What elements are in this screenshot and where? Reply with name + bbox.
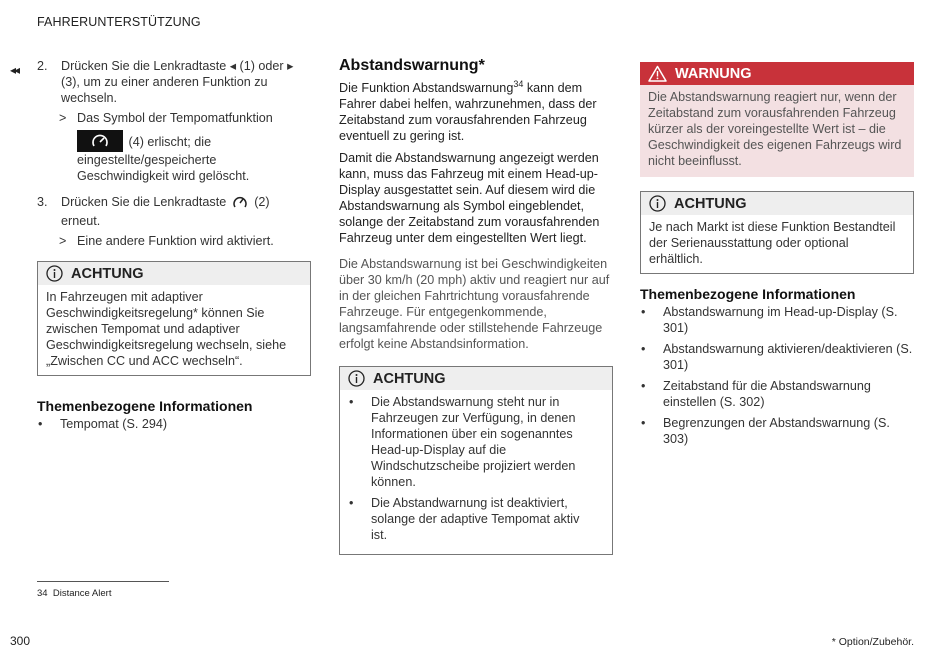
step-text: Drücken Sie die Lenkradtaste bbox=[61, 195, 227, 209]
result-text: Eine andere Funktion wird aktiviert. bbox=[77, 234, 274, 248]
caution-title bbox=[340, 367, 612, 390]
related-title: Themenbezogene Informationen bbox=[37, 398, 253, 414]
caution-body bbox=[340, 390, 612, 554]
step-3 bbox=[37, 194, 311, 249]
caution-title bbox=[641, 192, 913, 215]
caution-body: Je nach Markt ist diese Funktion Bestandteil der Serienausstattung oder optional erhältlich. bbox=[649, 220, 896, 266]
speedometer-icon bbox=[77, 130, 123, 152]
step-number: 3. bbox=[37, 195, 48, 209]
footnote-ref[interactable]: 34 bbox=[513, 78, 524, 89]
step-result bbox=[37, 233, 311, 249]
related-link[interactable]: • Abstandswarnung aktivieren/deaktivieren (S. 301) bbox=[640, 341, 914, 373]
info-circle-icon bbox=[348, 370, 365, 387]
result-text: Das Symbol der Tempomatfunktion bbox=[77, 111, 273, 125]
warning-box bbox=[640, 62, 914, 177]
warning-body: Die Abstandswarnung reagiert nur, wenn der Zeitabstand zum vorausfahrenden Fahrzeug kürzer als der voreingestellte Wert ist – die Geschwindigkeit des eigenen Fahrzeugs wird nicht beeinflusst. bbox=[648, 90, 902, 168]
info-circle-icon bbox=[649, 195, 666, 212]
caution-box bbox=[640, 191, 914, 274]
column-2 bbox=[339, 58, 613, 555]
paragraph-1 bbox=[339, 80, 613, 144]
paragraph-3: Die Abstandswarnung ist bei Geschwindigkeiten über 30 km/h (20 mph) aktiv und reagiert nur auf in der gleichen Fahrtrichtung vorausfahrende Fahrzeuge. Für entgegenkommende, langsamfahrende oder stillstehende Fahrzeuge erfolgt keine Abstandsinformation. bbox=[339, 257, 610, 351]
result-marker: > bbox=[59, 234, 67, 248]
page-number: 300 bbox=[10, 634, 31, 648]
related-title: Themenbezogene Informationen bbox=[640, 286, 856, 302]
caution-list bbox=[348, 394, 598, 543]
running-header: FAHRERUNTERSTÜTZUNG bbox=[37, 15, 201, 29]
related-link[interactable]: • Zeitabstand für die Abstandswarnung einstellen (S. 302) bbox=[640, 378, 914, 410]
caution-title-text: ACHTUNG bbox=[674, 195, 747, 212]
step-2 bbox=[37, 58, 311, 184]
paragraph-1-text-2: kann dem Fahrer dabei helfen, wahrzunehmen, dass der Zeitabstand zum vorausfahrenden Fahrzeug eventuell zu gering ist. bbox=[339, 81, 597, 143]
footnote bbox=[37, 586, 111, 602]
caution-item: • Die Abstandwarnung ist deaktiviert, solange der adaptive Tempomat aktiv ist. bbox=[348, 495, 598, 543]
related-link[interactable]: • Tempomat (S. 294) bbox=[37, 416, 311, 432]
footnote-text: Distance Alert bbox=[52, 588, 112, 599]
footnote-number: 34 bbox=[37, 588, 48, 599]
warning-triangle-icon bbox=[648, 65, 667, 82]
caution-title-text: ACHTUNG bbox=[373, 370, 446, 387]
footer-note: * Option/Zubehör. bbox=[831, 636, 914, 648]
caution-item: • Die Abstandswarnung steht nur in Fahrzeugen zur Verfügung, in denen Informationen über ein sogenanntes Head-up-Display auf die Windschutzscheibe projiziert werden können. bbox=[348, 394, 598, 490]
caution-title bbox=[38, 262, 310, 285]
section-title: Abstandswarnung* bbox=[339, 57, 485, 74]
info-circle-icon bbox=[46, 265, 63, 282]
related-list bbox=[37, 416, 311, 432]
step-text-2: (2) erneut. bbox=[61, 195, 270, 228]
step-number: 2. bbox=[37, 59, 48, 73]
related-list bbox=[640, 304, 914, 447]
result-text-2: (4) erlischt; die eingestellte/gespeicherte Geschwindigkeit wird gelöscht. bbox=[77, 135, 250, 183]
warning-title bbox=[640, 62, 914, 85]
related-link[interactable]: • Abstandswarnung im Head-up-Display (S. 301) bbox=[640, 304, 914, 336]
back-nav-icon[interactable]: ◂◂ bbox=[10, 63, 19, 77]
step-result bbox=[37, 110, 311, 184]
caution-box bbox=[37, 261, 311, 376]
related-link[interactable]: • Begrenzungen der Abstandswarnung (S. 303) bbox=[640, 415, 914, 447]
result-continuation bbox=[77, 130, 311, 184]
caution-box bbox=[339, 366, 613, 555]
footnote-divider bbox=[37, 581, 169, 582]
caution-body: In Fahrzeugen mit adaptiver Geschwindigkeitsregelung* können Sie zwischen Tempomat und adaptiver Geschwindigkeitsregelung wechseln, siehe „Zwischen CC und ACC wechseln“. bbox=[46, 290, 287, 368]
warning-title-text: WARNUNG bbox=[675, 65, 752, 82]
tempomat-button-icon bbox=[232, 195, 248, 213]
caution-title-text: ACHTUNG bbox=[71, 265, 144, 282]
step-text: Drücken Sie die Lenkradtaste ◂ (1) oder ▸ (3), um zu einer anderen Funktion zu wechseln. bbox=[61, 59, 294, 105]
column-3 bbox=[640, 58, 914, 452]
paragraph-2: Damit die Abstandswarnung angezeigt werden kann, muss das Fahrzeug mit einem Head-up-Display ausgestattet sein. Auf diesem wird die Abstandswarnung als Symbol eingeblendet, solange der Zeitabstand zum vorausfahrenden Fahrzeug unter dem eingestellten Wert liegt. bbox=[339, 151, 600, 245]
result-marker: > bbox=[59, 111, 67, 125]
paragraph-1-text: Die Funktion Abstandswarnung bbox=[339, 81, 514, 95]
column-1 bbox=[37, 58, 311, 437]
